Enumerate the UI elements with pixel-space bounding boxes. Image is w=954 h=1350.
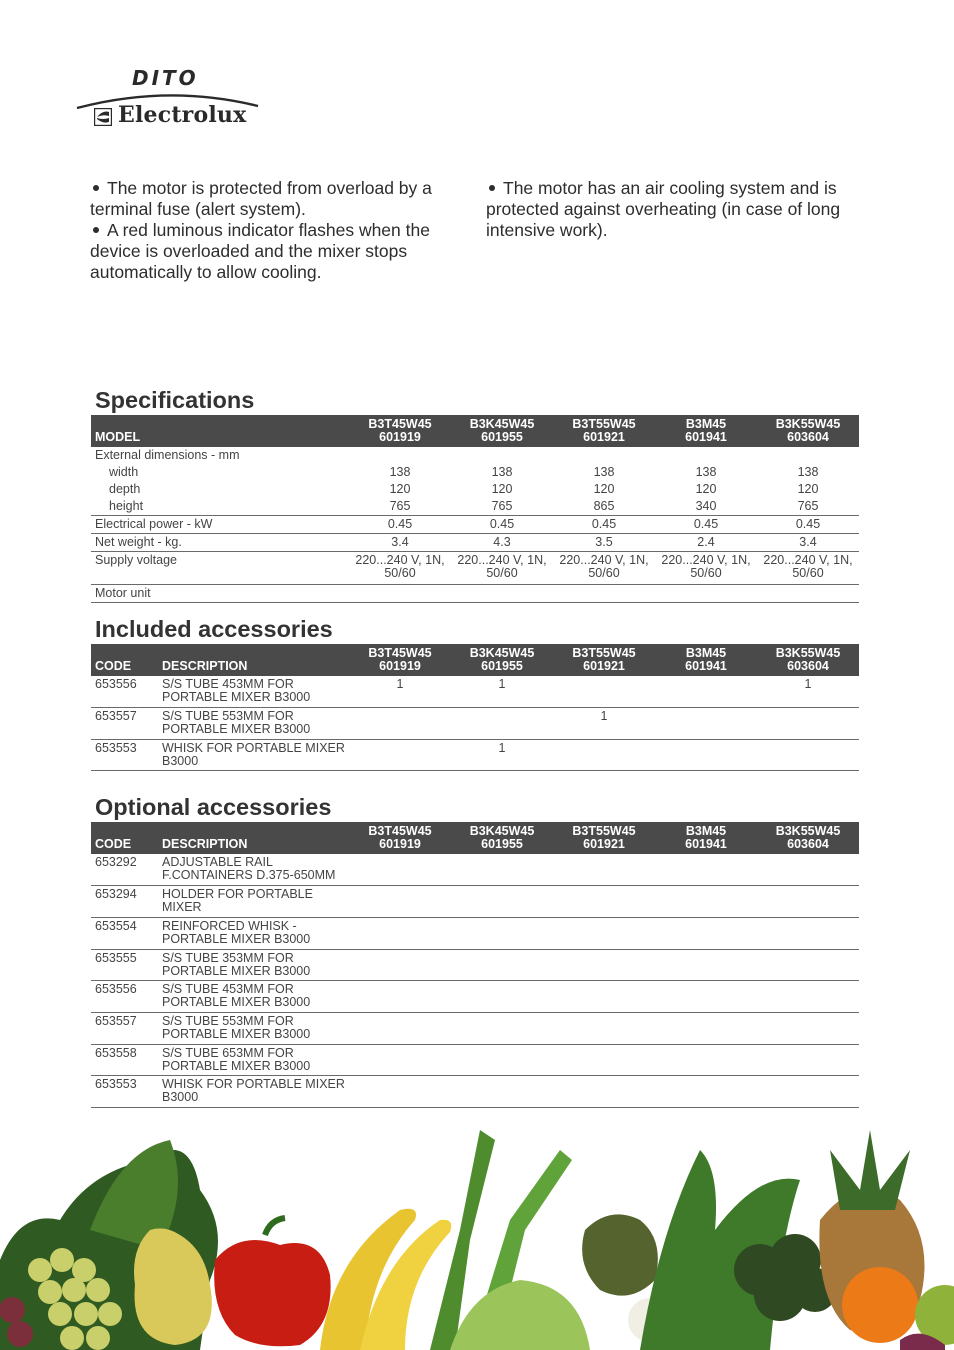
spec-label: External dimensions - mm bbox=[95, 448, 240, 462]
intro-bullet bbox=[90, 178, 465, 220]
optional-accessories-table bbox=[91, 822, 859, 1108]
spec-value: 0.45 bbox=[693, 517, 719, 531]
accessory-description: S/S TUBE 353MM FOR PORTABLE MIXER B3000 bbox=[162, 950, 311, 978]
table-row bbox=[91, 552, 859, 585]
accessory-code: 653553 bbox=[95, 740, 137, 755]
table-row bbox=[91, 498, 859, 516]
spec-value: 138 bbox=[695, 465, 717, 479]
table-row bbox=[91, 585, 859, 603]
model-header-cell: B3K45W45 601955 bbox=[469, 646, 535, 673]
model-header-cell: B3M45 601941 bbox=[685, 417, 727, 444]
bullet-icon bbox=[93, 227, 99, 233]
table-row bbox=[91, 1075, 859, 1107]
accessory-description: WHISK FOR PORTABLE MIXER B3000 bbox=[162, 740, 345, 768]
specifications-header-row bbox=[91, 415, 859, 447]
accessory-qty bbox=[655, 676, 757, 707]
model-header-cell: B3T55W45 601921 bbox=[572, 646, 636, 673]
accessory-code: 653556 bbox=[95, 981, 137, 996]
intro-left-column bbox=[90, 178, 465, 283]
model-header-cell: B3M45 601941 bbox=[685, 824, 727, 851]
model-header: MODEL bbox=[95, 430, 141, 444]
model-header-cell: B3T45W45 601919 bbox=[368, 417, 432, 444]
spec-value: 138 bbox=[491, 465, 513, 479]
included-accessories-title: Included accessories bbox=[95, 616, 333, 642]
accessory-code: 653555 bbox=[95, 950, 137, 965]
dito-logo-text: DITO bbox=[132, 66, 199, 90]
spec-value: 220...240 V, 1N, 50/60 bbox=[763, 553, 853, 580]
accessory-code: 653558 bbox=[95, 1045, 137, 1060]
table-row bbox=[91, 885, 859, 917]
specifications-table bbox=[91, 415, 859, 603]
table-row bbox=[91, 739, 859, 770]
accessory-code: 653292 bbox=[95, 855, 137, 869]
spec-label: depth bbox=[109, 482, 141, 496]
spec-label: Electrical power - kW bbox=[95, 517, 213, 531]
spec-value: 220...240 V, 1N, 50/60 bbox=[661, 553, 751, 580]
spec-value: 765 bbox=[797, 499, 819, 513]
spec-label: height bbox=[109, 499, 144, 513]
accessory-qty bbox=[757, 707, 859, 739]
spec-value: 765 bbox=[491, 499, 513, 513]
table-row bbox=[91, 676, 859, 707]
spec-value: 3.4 bbox=[391, 535, 409, 549]
table-row bbox=[91, 481, 859, 498]
accessory-code: 653553 bbox=[95, 1076, 137, 1091]
spec-value: 120 bbox=[491, 482, 513, 496]
accessory-qty: 1 bbox=[498, 740, 506, 755]
spec-value: 865 bbox=[593, 499, 615, 513]
spec-value: 3.5 bbox=[595, 535, 613, 549]
accessory-description: HOLDER FOR PORTABLE MIXER bbox=[162, 886, 313, 914]
electrolux-wordmark: Electrolux bbox=[118, 102, 247, 128]
included-header-row bbox=[91, 644, 859, 676]
spec-value: 2.4 bbox=[697, 535, 715, 549]
accessory-description: S/S TUBE 653MM FOR PORTABLE MIXER B3000 bbox=[162, 1045, 311, 1073]
accessory-qty bbox=[349, 739, 451, 770]
table-row bbox=[91, 707, 859, 739]
accessory-qty: 1 bbox=[600, 708, 608, 723]
specifications-title: Specifications bbox=[95, 387, 255, 413]
intro-bullet bbox=[90, 220, 465, 283]
table-row bbox=[91, 980, 859, 1012]
accessory-qty bbox=[451, 707, 553, 739]
intro-bullet bbox=[486, 178, 861, 241]
spec-value: 138 bbox=[593, 465, 615, 479]
model-header-cell: B3T55W45 601921 bbox=[572, 824, 636, 851]
accessory-description: ADJUSTABLE RAIL F.CONTAINERS D.375-650MM bbox=[162, 855, 336, 882]
spec-value: 765 bbox=[389, 499, 411, 513]
model-header-cell: B3K45W45 601955 bbox=[469, 824, 535, 851]
spec-value: 120 bbox=[695, 482, 717, 496]
description-header: DESCRIPTION bbox=[162, 659, 248, 673]
optional-header-row bbox=[91, 822, 859, 854]
brand-logo bbox=[76, 64, 266, 134]
table-row bbox=[91, 447, 859, 464]
intro-text: The motor is protected from overload by a terminal fuse (alert system). bbox=[90, 178, 432, 219]
spec-value: 120 bbox=[389, 482, 411, 496]
table-row bbox=[91, 949, 859, 980]
accessory-qty bbox=[655, 707, 757, 739]
accessory-qty bbox=[757, 739, 859, 770]
accessory-qty bbox=[553, 739, 655, 770]
spec-value: 0.45 bbox=[489, 517, 515, 531]
spec-value: 0.45 bbox=[387, 517, 413, 531]
spec-value: 120 bbox=[797, 482, 819, 496]
model-header-cell: B3K45W45 601955 bbox=[469, 417, 535, 444]
electrolux-mark-icon bbox=[94, 108, 112, 126]
included-accessories-table bbox=[91, 644, 859, 771]
table-row bbox=[91, 534, 859, 552]
spec-value: 340 bbox=[695, 499, 717, 513]
spec-value: 0.45 bbox=[591, 517, 617, 531]
model-header-cell: B3T45W45 601919 bbox=[368, 646, 432, 673]
accessory-qty bbox=[655, 739, 757, 770]
model-header-cell: B3T45W45 601919 bbox=[368, 824, 432, 851]
table-row bbox=[91, 1012, 859, 1044]
optional-accessories-title: Optional accessories bbox=[95, 794, 332, 820]
accessory-code: 653557 bbox=[95, 1013, 137, 1028]
description-header: DESCRIPTION bbox=[162, 837, 248, 851]
model-header-cell: B3T55W45 601921 bbox=[572, 417, 636, 444]
accessory-qty: 1 bbox=[804, 677, 812, 691]
table-row bbox=[91, 464, 859, 481]
accessory-code: 653294 bbox=[95, 886, 137, 901]
accessory-description: S/S TUBE 553MM FOR PORTABLE MIXER B3000 bbox=[162, 1013, 311, 1041]
spec-value: 0.45 bbox=[795, 517, 821, 531]
bullet-icon bbox=[489, 185, 495, 191]
spec-value: 220...240 V, 1N, 50/60 bbox=[457, 553, 547, 580]
accessory-description: S/S TUBE 453MM FOR PORTABLE MIXER B3000 bbox=[162, 981, 311, 1009]
accessory-qty: 1 bbox=[396, 677, 404, 691]
spec-value: 138 bbox=[389, 465, 411, 479]
accessory-qty: 1 bbox=[498, 677, 506, 691]
accessory-description: REINFORCED WHISK - PORTABLE MIXER B3000 bbox=[162, 918, 311, 946]
spec-value: 3.4 bbox=[799, 535, 817, 549]
model-header-cell: B3K55W45 603604 bbox=[775, 417, 841, 444]
accessory-code: 653556 bbox=[95, 677, 137, 691]
accessory-description: S/S TUBE 553MM FOR PORTABLE MIXER B3000 bbox=[162, 708, 311, 736]
accessory-description: WHISK FOR PORTABLE MIXER B3000 bbox=[162, 1076, 345, 1104]
model-header-cell: B3M45 601941 bbox=[685, 646, 727, 673]
spec-value: 120 bbox=[593, 482, 615, 496]
intro-text: The motor has an air cooling system and is protected against overheating (in case of long intensive work). bbox=[486, 178, 841, 240]
model-header-cell: B3K55W45 603604 bbox=[775, 646, 841, 673]
table-row bbox=[91, 1044, 859, 1075]
table-row bbox=[91, 854, 859, 885]
intro-text: A red luminous indicator flashes when the device is overloaded and the mixer stops automatically to allow cooling. bbox=[90, 220, 430, 282]
intro-right-column bbox=[486, 178, 861, 241]
code-header: CODE bbox=[95, 837, 132, 851]
spec-label: width bbox=[109, 465, 139, 479]
table-row bbox=[91, 516, 859, 534]
spec-label: Net weight - kg. bbox=[95, 535, 182, 549]
accessory-code: 653557 bbox=[95, 708, 137, 723]
model-header-cell: B3K55W45 603604 bbox=[775, 824, 841, 851]
spec-value: 138 bbox=[797, 465, 819, 479]
accessory-description: S/S TUBE 453MM FOR PORTABLE MIXER B3000 bbox=[162, 677, 311, 704]
spec-value: 220...240 V, 1N, 50/60 bbox=[355, 553, 445, 580]
accessory-code: 653554 bbox=[95, 918, 137, 933]
spec-value: 220...240 V, 1N, 50/60 bbox=[559, 553, 649, 580]
code-header: CODE bbox=[95, 659, 132, 673]
accessory-qty bbox=[349, 707, 451, 739]
spec-label: Motor unit bbox=[95, 586, 151, 600]
spec-value: 4.3 bbox=[493, 535, 511, 549]
table-row bbox=[91, 917, 859, 949]
accessory-qty bbox=[553, 676, 655, 707]
fruit-vegetables-photo bbox=[0, 1110, 954, 1350]
bullet-icon bbox=[93, 185, 99, 191]
spec-label: Supply voltage bbox=[95, 553, 178, 567]
